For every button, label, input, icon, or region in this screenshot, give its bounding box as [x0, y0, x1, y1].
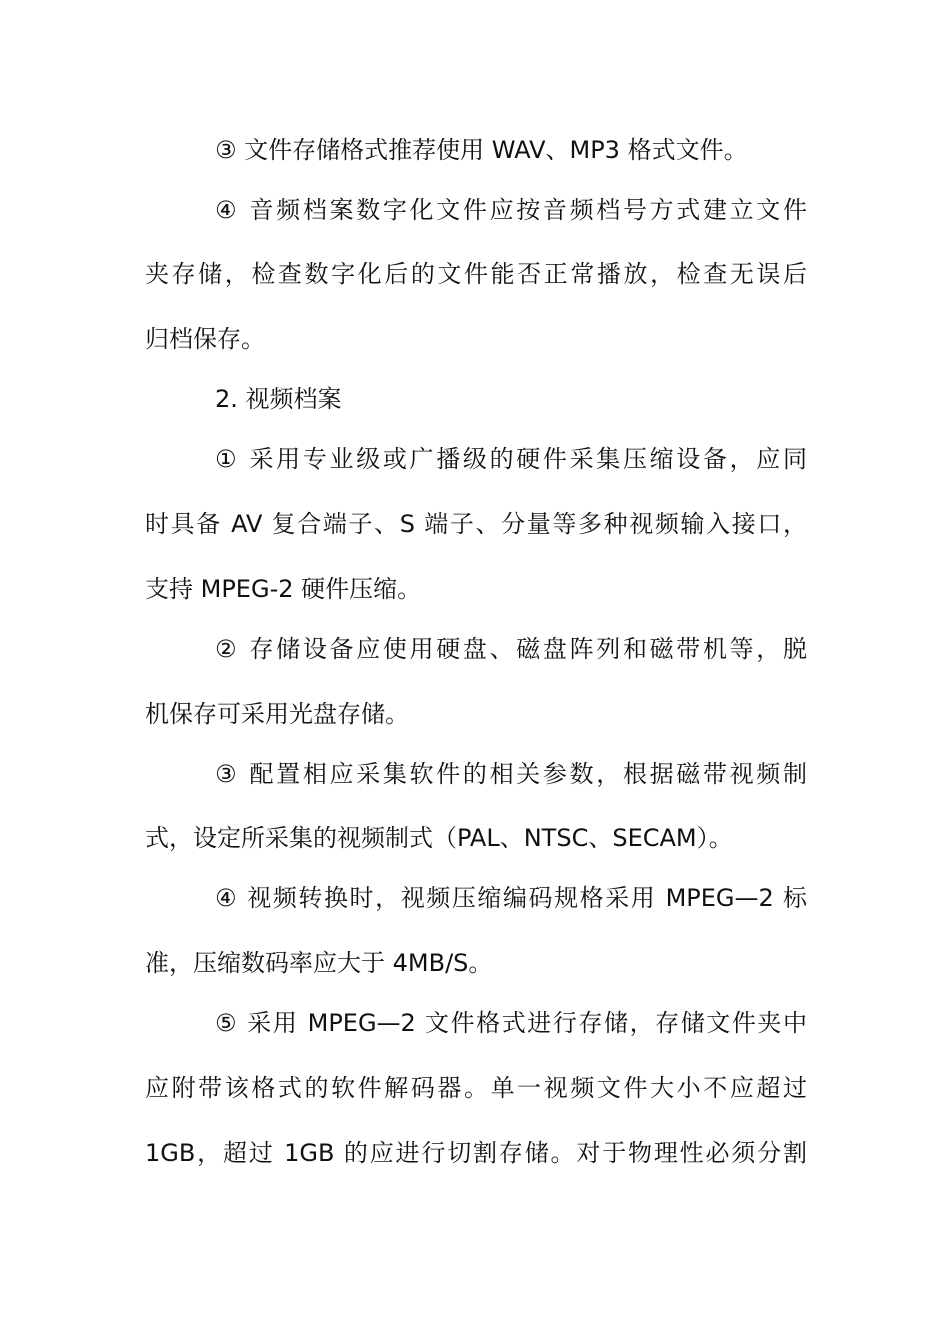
video-item-5-line-3: 1GB，超过 1GB 的应进行切割存储。对于物理性必须分割 [145, 1139, 807, 1167]
video-item-3-line-2: 式，设定所采集的视频制式（PAL、NTSC、SECAM）。 [145, 824, 733, 852]
video-item-5-line-2: 应附带该格式的软件解码器。单一视频文件大小不应超过 [145, 1074, 807, 1102]
video-item-1-line-3: 支持 MPEG-2 硬件压缩。 [145, 575, 422, 603]
audio-item-4-line-3: 归档保存。 [145, 325, 265, 353]
audio-item-4-line-1: ④ 音频档案数字化文件应按音频档号方式建立文件 [215, 196, 807, 224]
video-item-2-line-1: ② 存储设备应使用硬盘、磁盘阵列和磁带机等，脱 [215, 635, 807, 663]
video-item-4-line-2: 准，压缩数码率应大于 4MB/S。 [145, 949, 493, 977]
audio-item-3-line-1: ③ 文件存储格式推荐使用 WAV、MP3 格式文件。 [215, 136, 748, 164]
video-item-3-line-1: ③ 配置相应采集软件的相关参数，根据磁带视频制 [215, 760, 807, 788]
video-item-5-line-1: ⑤ 采用 MPEG—2 文件格式进行存储，存储文件夹中 [215, 1009, 807, 1037]
audio-item-4-line-2: 夹存储，检查数字化后的文件能否正常播放，检查无误后 [145, 260, 807, 288]
video-item-4-line-1: ④ 视频转换时，视频压缩编码规格采用 MPEG—2 标 [215, 884, 807, 912]
video-item-1-line-1: ① 采用专业级或广播级的硬件采集压缩设备，应同 [215, 445, 807, 473]
video-item-2-line-2: 机保存可采用光盘存储。 [145, 700, 409, 728]
video-item-1-line-2: 时具备 AV 复合端子、S 端子、分量等多种视频输入接口， [145, 510, 807, 538]
section-heading-video-archives: 2. 视频档案 [215, 385, 342, 413]
